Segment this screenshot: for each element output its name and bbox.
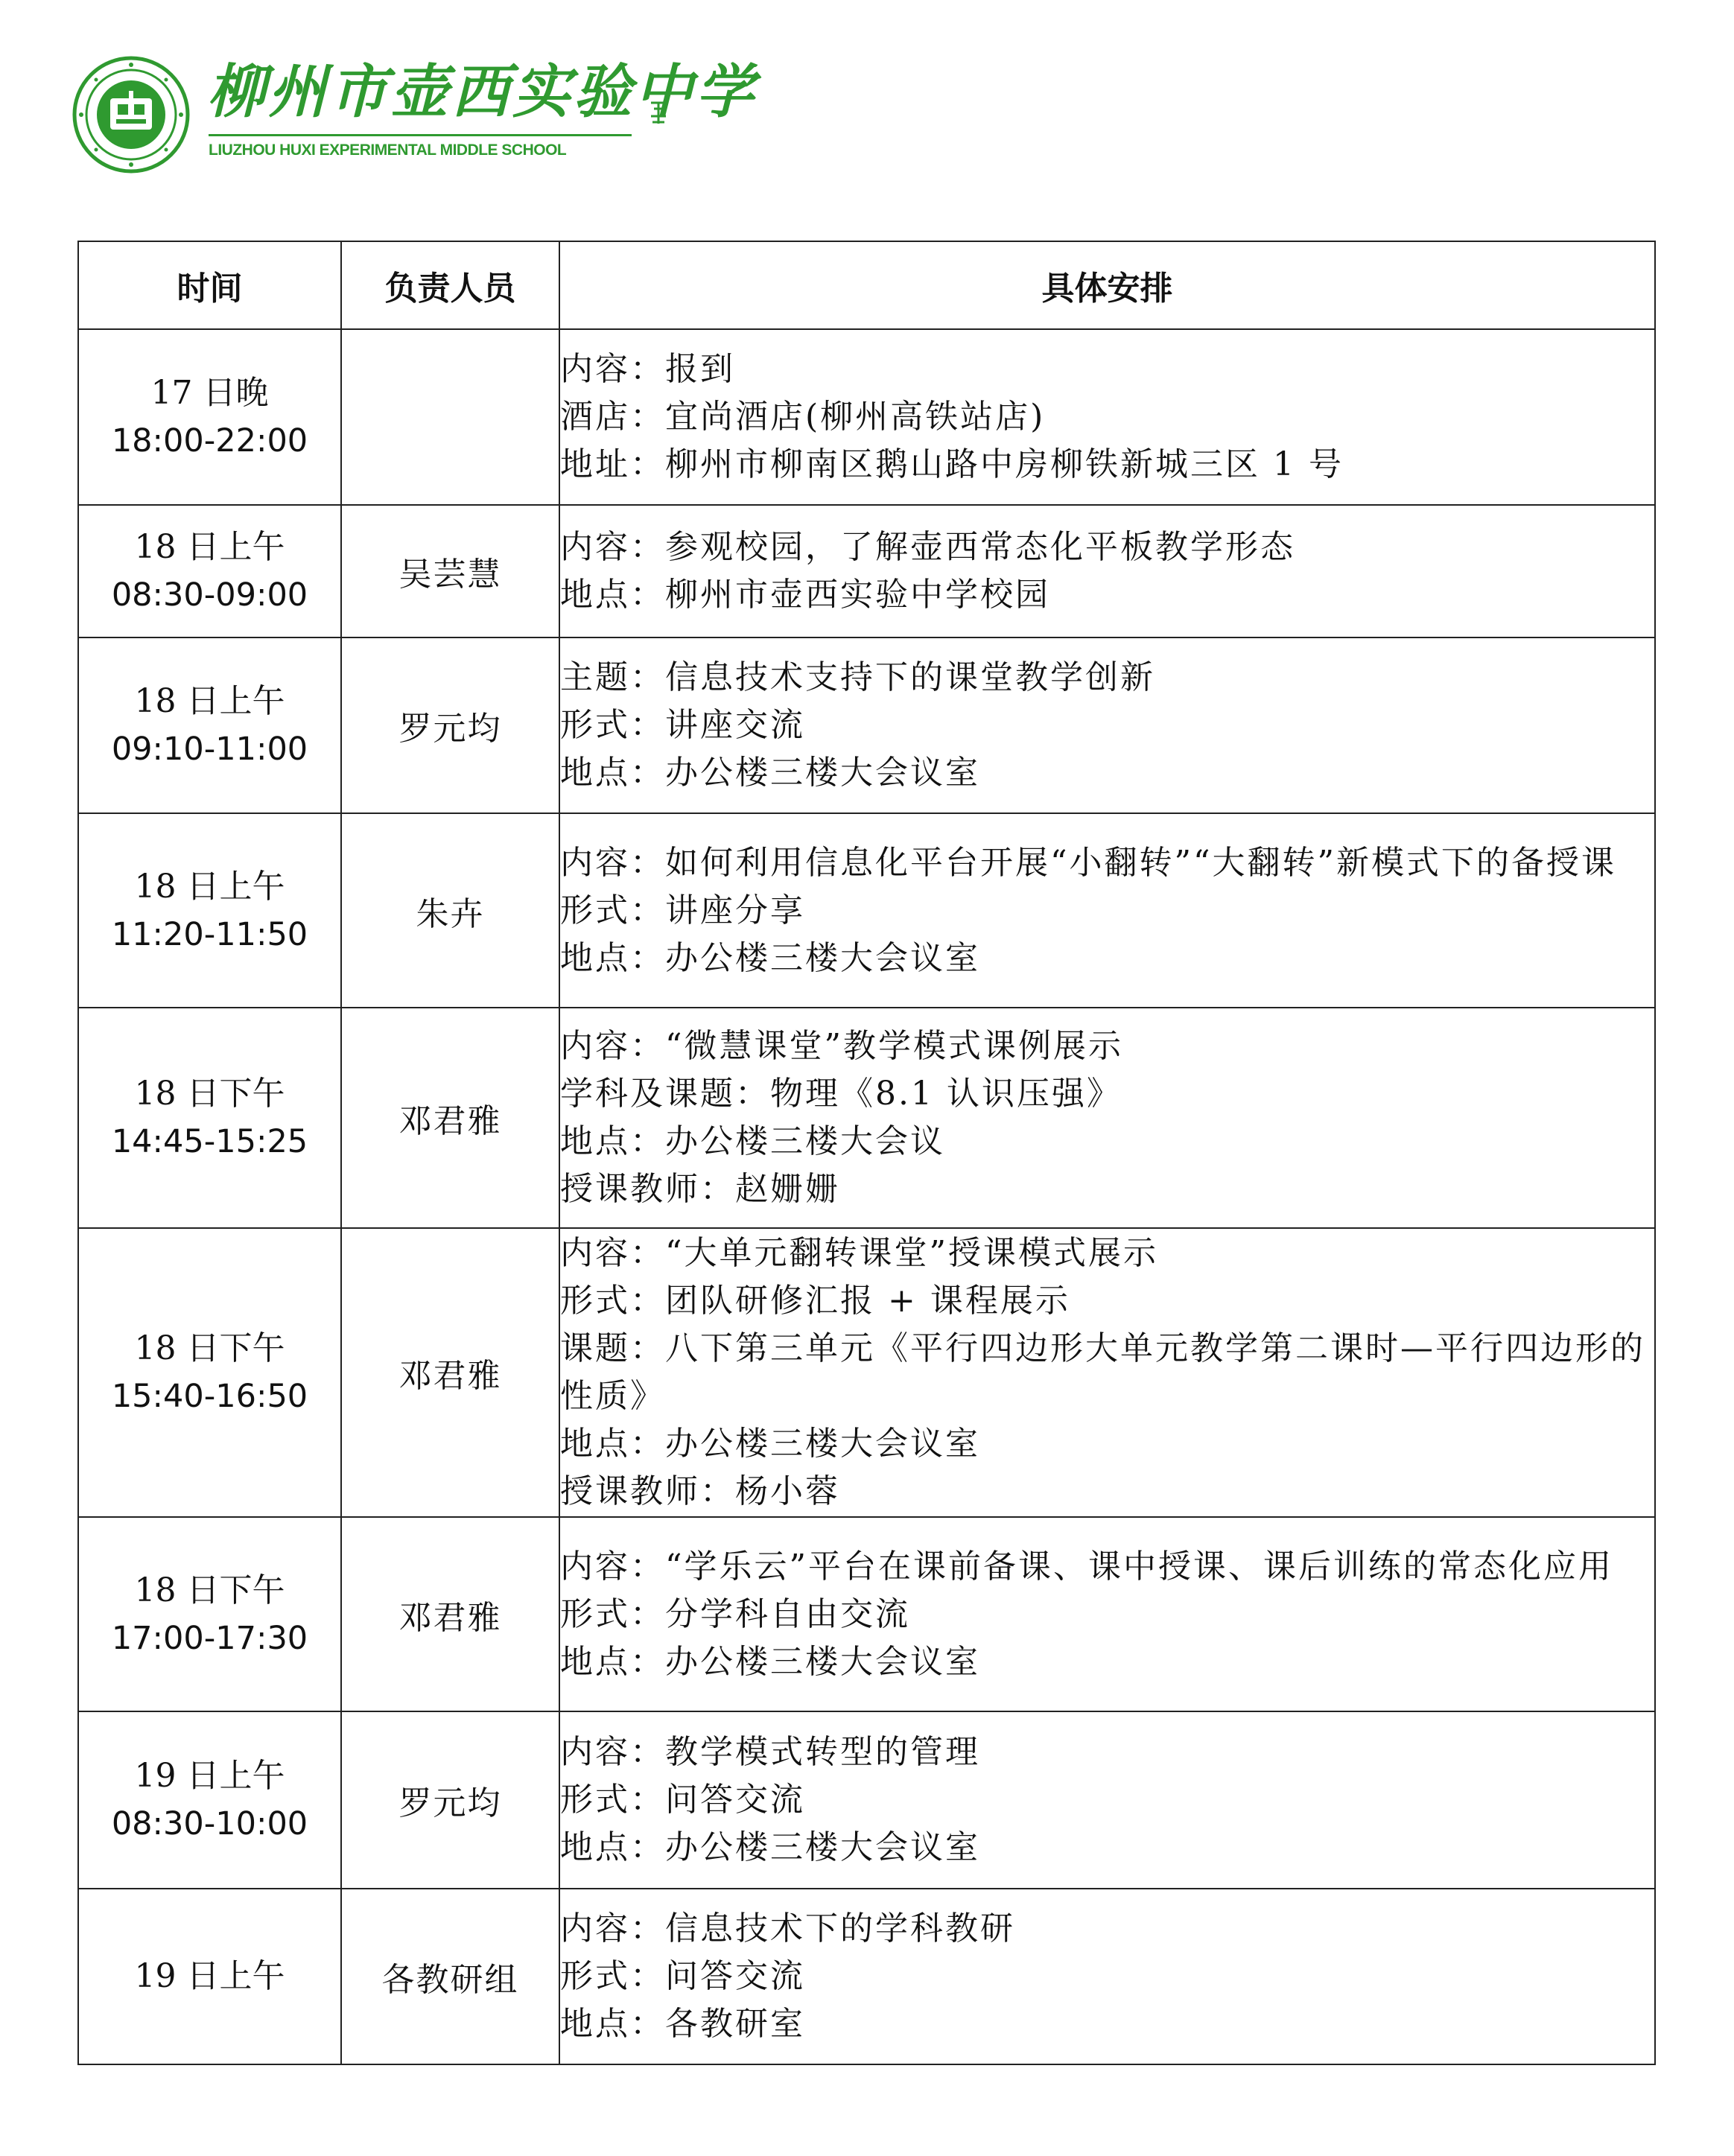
person-cell: 邓君雅 [341,1008,559,1228]
detail-cell [559,813,1655,1008]
schedule-table [77,241,1656,2065]
table-row [78,1517,1655,1711]
day-label: 19 日上午 [134,1757,285,1795]
day-label: 18 日上午 [134,682,285,720]
detail-line: 形式：团队研修汇报 + 课程展示 [560,1282,1070,1320]
detail-cell [559,505,1655,637]
table-row [78,1711,1655,1889]
day-label: 17 日晚 [150,374,269,412]
clock-range: 08:30-10:00 [111,1805,308,1842]
day-label: 18 日下午 [134,1329,285,1367]
day-label: 18 日下午 [134,1075,285,1113]
detail-line: 地点：各教研室 [560,2005,805,2043]
person-cell: 吴芸慧 [341,505,559,637]
detail-cell [559,329,1655,505]
day-label: 18 日上午 [134,528,285,566]
clock-range: 17:00-17:30 [111,1619,308,1657]
detail-line: 内容：“微慧课堂”教学模式课例展示 [560,1027,1123,1065]
detail-line: 地点：办公楼三楼大会议 [560,1122,945,1160]
table-row [78,637,1655,813]
detail-line: 授课教师：杨小蓉 [560,1472,840,1510]
time-cell [78,1008,341,1228]
detail-line: 形式：分学科自由交流 [560,1594,910,1633]
detail-line: 地点：办公楼三楼大会议室 [560,754,980,792]
clock-range: 18:00-22:00 [111,422,308,459]
detail-line: 地点：柳州市壶西实验中学校园 [560,576,1050,614]
logo-divider [209,134,632,136]
detail-line: 形式：讲座分享 [560,891,805,929]
time-cell [78,1711,341,1889]
person-cell [341,329,559,505]
school-name-en: LIUZHOU HUXI EXPERIMENTAL MIDDLE SCHOOL [209,141,567,159]
time-cell [78,1889,341,2064]
time-cell [78,505,341,637]
person-cell: 罗元均 [341,637,559,813]
clock-range: 09:10-11:00 [111,731,308,768]
clock-range: 08:30-09:00 [111,576,308,614]
time-cell [78,1228,341,1517]
day-label: 18 日上午 [134,867,285,906]
detail-line: 课题：八下第三单元《平行四边形大单元教学第二课时—平行四边形的性质》 [560,1329,1645,1415]
detail-line: 授课教师：赵姗姗 [560,1170,840,1208]
table-row [78,813,1655,1008]
day-label: 18 日下午 [134,1571,285,1609]
calligraphy-seal-icon [648,100,669,127]
school-logo [72,55,758,174]
detail-line: 内容：参观校园，了解壶西常态化平板教学形态 [560,528,1295,566]
day-label: 19 日上午 [134,1957,285,1995]
clock-range: 11:20-11:50 [111,915,308,953]
detail-line: 主题：信息技术支持下的课堂教学创新 [560,658,1155,696]
table-row [78,329,1655,505]
school-seal-icon [72,55,191,174]
detail-cell [559,637,1655,813]
time-cell [78,813,341,1008]
detail-line: 地点：办公楼三楼大会议室 [560,938,980,977]
person-cell: 朱卉 [341,813,559,1008]
detail-line: 内容：报到 [560,350,735,388]
school-name-cn: 柳州市壶西实验中学 [207,59,758,126]
person-cell: 各教研组 [341,1889,559,2064]
detail-cell [559,1228,1655,1517]
table-header-row [78,241,1655,329]
table-row [78,505,1655,637]
detail-line: 酒店：宜尚酒店(柳州高铁站店) [560,398,1046,436]
detail-line: 内容：如何利用信息化平台开展“小翻转”“大翻转”新模式下的备授课 [560,843,1616,882]
person-cell: 邓君雅 [341,1517,559,1711]
detail-line: 内容：“大单元翻转课堂”授课模式展示 [560,1234,1158,1272]
clock-range: 15:40-16:50 [111,1378,308,1415]
detail-line: 形式：讲座交流 [560,706,805,744]
detail-line: 内容：教学模式转型的管理 [560,1733,980,1771]
time-cell [78,329,341,505]
detail-line: 地址：柳州市柳南区鹅山路中房柳铁新城三区 1 号 [560,445,1344,483]
detail-line: 学科及课题：物理《8.1 认识压强》 [560,1075,1122,1113]
header-person: 负责人员 [341,241,559,329]
detail-line: 形式：问答交流 [560,1957,805,1995]
detail-line: 形式：问答交流 [560,1781,805,1819]
detail-cell [559,1008,1655,1228]
detail-line: 地点：办公楼三楼大会议室 [560,1642,980,1681]
person-cell: 邓君雅 [341,1228,559,1517]
time-cell [78,637,341,813]
detail-cell [559,1517,1655,1711]
header-detail: 具体安排 [559,241,1655,329]
table-row [78,1008,1655,1228]
table-row [78,1889,1655,2064]
header-time: 时间 [78,241,341,329]
clock-range: 14:45-15:25 [111,1123,308,1160]
detail-line: 内容：“学乐云”平台在课前备课、课中授课、课后训练的常态化应用 [560,1547,1613,1586]
detail-line: 内容：信息技术下的学科教研 [560,1909,1015,1947]
detail-line: 地点：办公楼三楼大会议室 [560,1425,980,1463]
detail-line: 地点：办公楼三楼大会议室 [560,1828,980,1866]
time-cell [78,1517,341,1711]
table-row [78,1228,1655,1517]
detail-cell [559,1711,1655,1889]
detail-cell [559,1889,1655,2064]
person-cell: 罗元均 [341,1711,559,1889]
